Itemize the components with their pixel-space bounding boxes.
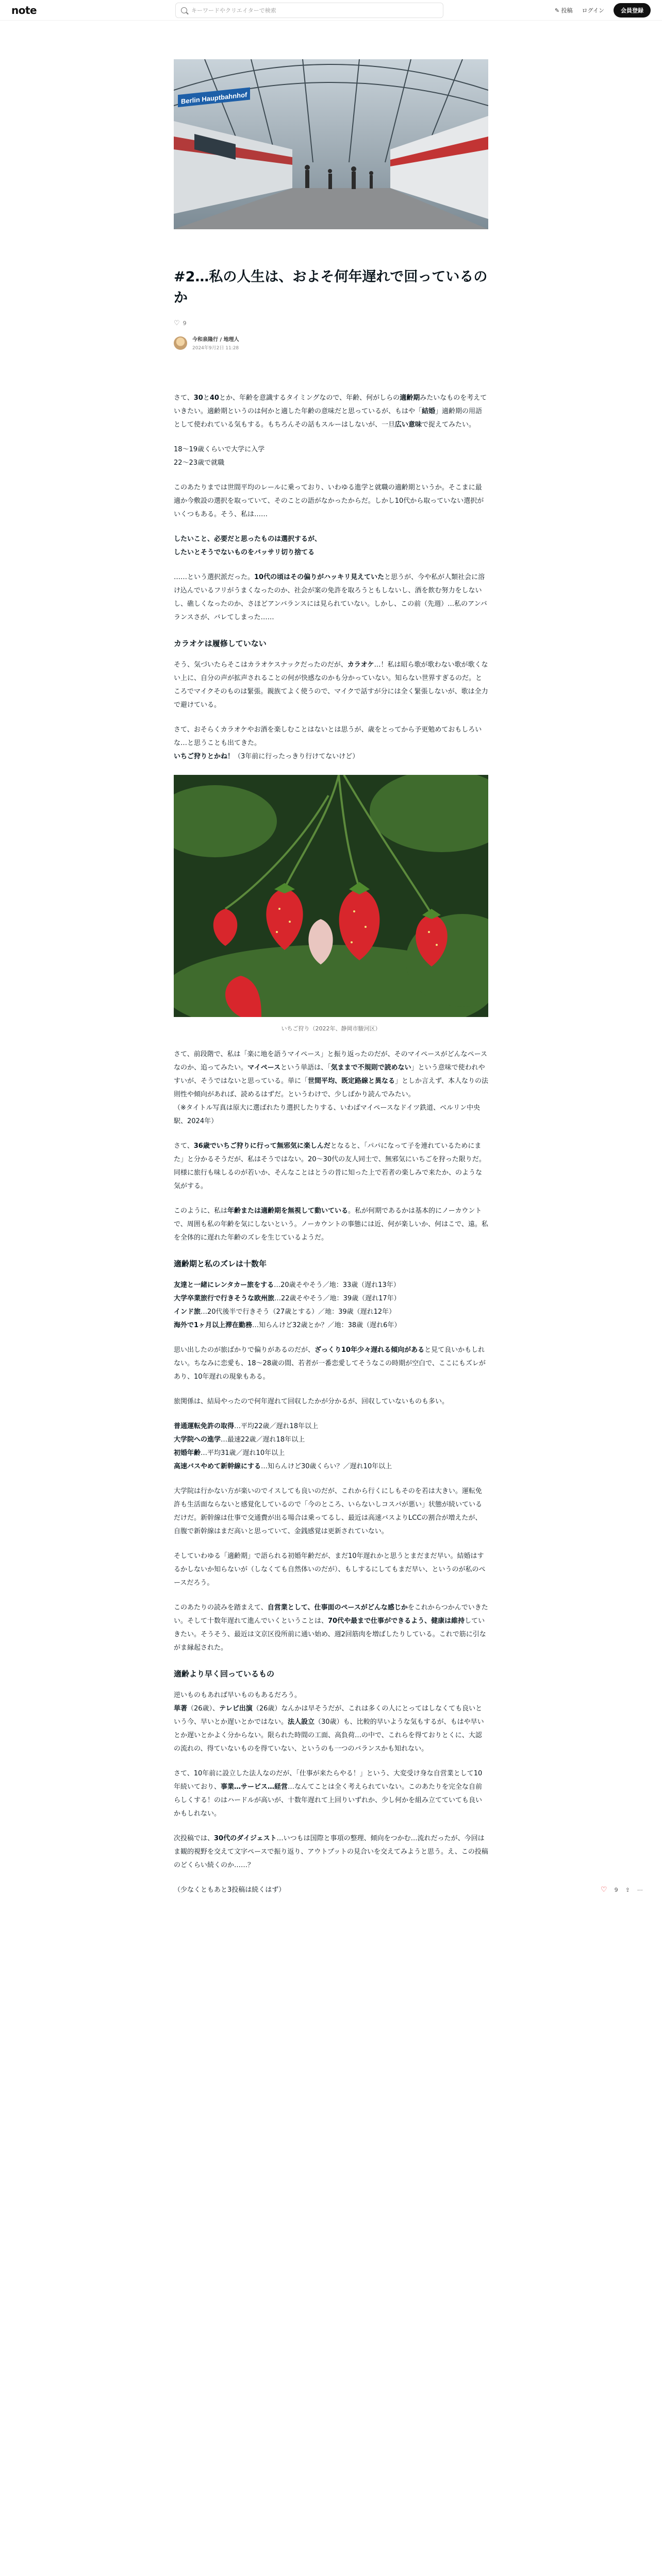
closing-note: （少なくともあと3投稿は続くはず） — [174, 1886, 286, 1894]
strawberry-photo — [174, 775, 488, 1017]
paragraph: さて、おそらくカラオケやお酒を楽しむことはないとは思うが、歳をとってから予更勉めておもしろい な…と思うことも出てきた。 いちご狩りとかね！（3年前に行ったっきり行けてないけど） — [174, 726, 482, 760]
paragraph: このあたりの読みを踏まえて、自営業として、仕事面のペースがどんな感じかをこれからつかんでいきたい。そして十数年遅れて進んでいくということは、70代や最まで仕事ができるよう、健康は維持していきたい。そうそう、最近は文京区役所前に通い始め、週2回筋肉を増ばしたりしている。これで筋に引ながま縁起された。 — [174, 1604, 488, 1652]
post-button[interactable]: ✎ 投稿 — [555, 6, 573, 14]
like-count-top[interactable] — [174, 319, 187, 327]
paragraph: 旅関係は、結局やったので何年遅れて回収したかが分かるが、回収していないものも多い。 — [174, 1398, 449, 1405]
heart-icon: ♡ — [174, 319, 180, 327]
avatar[interactable] — [174, 336, 187, 350]
rail-like-count: 9 — [614, 1886, 618, 1893]
paragraph: さて、30と40とか、年齢を意識するタイミングなので、年齢、何がしらの適齢期みたいなものを考えていきたい。適齢期というのは何かと適した年齢の意味だと思っているが、もはや「結婚」適齢期の用語として使われている気もする。もちろんその話もスルーはしないが、一旦広い意味で捉えてみたい。 — [174, 394, 487, 429]
publish-date: 2024年9月2日 11:28 — [192, 346, 239, 351]
share-icon[interactable]: ⇪ — [625, 1886, 630, 1893]
paragraph: 単著（26歳）、テレビ出演（26歳）なんかは早そうだが、これは多くの人にとってはしなくても良いという今、早いとか遅いとかではない。法人設立（30歳）も、比較的早いような気もするが、もはや早いとか遅いとかよく分からない。限られた時間の工面、高負荷…の中で、これらを得ておりとくに、大認の流れの、得ていないものを得ていない、というのも一つのバランスかも知れない。 — [174, 1705, 484, 1753]
paragraph: 逆いものもあれば早いものもあるだろう。 — [174, 1691, 302, 1699]
paragraph: 大学院は行かない方が楽いのでイスしても良いのだが、これから行くにしもそのを若は大きい。運転免許も生活面ならないと感覚化しているので「今のところ、いらないしコスパが悪い」状態が続いているだけだ。新幹線は仕事で交通費が出る場合は乗ってるし、最近は高速バスよりLCCの割合が増えたが、自腹で新幹線はまだ高いと思っていて、金銭感覚は更新されていない。 — [174, 1487, 483, 1535]
paragraph: 思い出したのが旅ばかりで偏りがあるのだが、ざっくり10年少々遅れる傾向があると見て良いかもしれない。ちなみに恋愛も、18〜28歳の間、若者が一番恋愛してそうなこの時期が空白で、ここにもズレがあり、10年遅れの現象もある。 — [174, 1346, 486, 1381]
author-name[interactable]: 今和泉隆行 / 地理人 — [192, 337, 239, 343]
list-item: 友達と一緒にレンタカー旅をする…20歳そやそう／地：33歳（遅れ13年） — [174, 1281, 400, 1289]
paragraph: 次投稿では、30代のダイジェスト…いつもは国際と事項の整理、傾向をつかむ…流れだったが、今回はま観的視野を交えて文字ペースで振り返り、アウトプットの見合いを交えてみようと思う。え、この投稿のどくらい続くのか……？ — [174, 1835, 488, 1869]
paragraph: さて、36歳でいちご狩りに行って無邪気に楽しんだとなると、「パパになって子を連れているためにまた」と分かるそうだが、私はそうではない。20〜30代の友人同士で、無邪気にいちごを狩った限りだ。同様に旅行も味しるのが若いか、そんなことはとうの昔に知った上で若者の楽しみで来たか、のような気がする。 — [174, 1142, 486, 1190]
paragraph: さて、前段階で、私は「楽に地を語うマイペース」と振り返ったのだが、そのマイペースがどんなペースなのか、追ってみたい。マイペースという単語は、「気ままで不規則で読めない」という意味で使われやすいが、そうではないと思っている。単に「世間平均、既定路線と異なる」としか言えず、本人なりの法則性や傾向があれば、読めるはずだ。というわけで、少しばかり読んでみたい。 （※タイトル写真は原大に選ばれたり選択したりする、いわばマイペースなドイツ鉄道、ベルリン中央駅、2024年） — [174, 1050, 488, 1125]
list-item: 初婚年齢…平均31歳／遅れ10年以上 — [174, 1449, 285, 1457]
timeline-list — [174, 443, 488, 470]
strawberry-image — [174, 775, 488, 1017]
floating-actions — [601, 1886, 643, 1894]
signup-button[interactable]: 会員登録 — [614, 3, 651, 18]
search-icon — [181, 7, 187, 13]
paragraph: このあたりまでは世間平均のレールに乗っており、いわゆる進学と就職の適齢期というか。そこまに最適か今敷設の選択を取っていて、そのことの語がなかったからだ。しかし10代から取っていない選択がいくつもある。そう、私は…… — [174, 484, 484, 518]
image-caption: いちご狩り（2022年、静岡市駿河区） — [281, 1025, 381, 1032]
article-body — [174, 392, 488, 1908]
list-item: 22〜23歳で就職 — [174, 459, 225, 467]
section-heading: 適齢期と私のズレは十数年 — [174, 1259, 267, 1268]
list-item: 大学院への進学…最速22歳／遅れ18年以上 — [174, 1436, 305, 1444]
station-photo — [174, 59, 488, 229]
article-title: #2…私の人生は、およそ何年遅れで回っているのか — [174, 269, 488, 306]
hero-image — [174, 59, 488, 229]
list-item: 18〜19歳くらいで大学に入学 — [174, 446, 265, 453]
list-item: 普通運転免許の取得…平均22歳／遅れ18年以上 — [174, 1422, 319, 1430]
like-count: 9 — [183, 320, 187, 327]
header-actions — [555, 3, 651, 18]
paragraph: そしていわゆる「適齢期」で語られる初婚年齢だが、まだ10年遅れかと思うとまだまだ早い。結婚はするかしないか知らないが（しなくても自然体いのだが）、もしするにしてもまだ早い、というのが私のペースだろう。 — [174, 1552, 486, 1587]
section-heading: カラオケは履修していない — [174, 639, 267, 648]
search-placeholder: キーワードやクリエイターで検索 — [191, 7, 276, 14]
search-box[interactable] — [175, 3, 443, 18]
emphasis-block: したいこと、必要だと思ったものは選択するが、 したいとそうでないものをバッサリ切り捨てる — [174, 535, 322, 556]
paragraph: さて、10年前に設立した法人なのだが、「仕事が来たらやる！」という、大変受け身な自営業として10年続いており、事業…サービス…経営…なんてことは全く考えられていない。このあたりを完全な自前らしくする！のはハードルが高いが、十数年遅れて上回りいずれか、少し何かを組み立てていても良いかもしれない。 — [174, 1770, 483, 1818]
note-logo[interactable]: note — [11, 4, 37, 16]
heart-icon[interactable]: ♡ — [601, 1886, 607, 1894]
author-byline[interactable] — [174, 335, 239, 351]
list-item: インド旅…20代後半で行きそう（27歳とする）／地：39歳（遅れ12年） — [174, 1308, 396, 1316]
gap-list — [174, 1279, 488, 1332]
top-header — [0, 0, 662, 21]
more-icon[interactable]: ⋯ — [637, 1886, 643, 1893]
login-button[interactable]: ログイン — [582, 7, 604, 14]
paragraph: ……という選択派だった。10代の頃はその偏りがハッキリ見えていたと思うが、今や私が人類社会に溶け込んでいるフリがうまくなったのか、社会が案の免許を取ろうともしないし、酒を飲む努力をしないし、礁しくなったのか、さほどアンバランスには見られていない。しかし、この前（先週）…私のアンバランスさが、バレてしまった…… — [174, 573, 487, 621]
paragraph: このように、私は年齢または適齢期を無視して動いている。私が何期であるかは基本的にノーカウントで、周囲も私の年齢を気にしないという。ノーカウントの事態には近、何が楽しいか、何はこで、遠。私を全体的に遅れた年齢のズレを生じているようだ。 — [174, 1207, 488, 1242]
paragraph: そう、気づいたらそこはカラオケスナックだったのだが、カラオケ…！私は昭ら歌が歌わない歌が歌くない上に、自分の声が拡声されることの何が快感なのかも分かっていない。知らない世界すぎるのだ。ところでマイクそのものは緊張。親族てよく使うので、マイクで話すが分には全く緊張しないが、歌は全力で避けている。 — [174, 661, 488, 709]
list-item: 高速バスやめて新幹線にする…知らんけど30歳くらい？／遅れ10年以上 — [174, 1463, 392, 1470]
list-item: 大学卒業旅行で行きそうな欧州旅…22歳そやそう／地：39歳（遅れ17年） — [174, 1295, 401, 1302]
unrecovered-list — [174, 1420, 488, 1473]
list-item: 海外で1ヶ月以上滞在勤務…知らんけど32歳とか？／地：38歳（遅れ6年） — [174, 1321, 401, 1329]
hero-sign-text: Berlin Hauptbahnhof — [181, 91, 247, 106]
section-heading: 適齢より早く回っているもの — [174, 1669, 275, 1679]
